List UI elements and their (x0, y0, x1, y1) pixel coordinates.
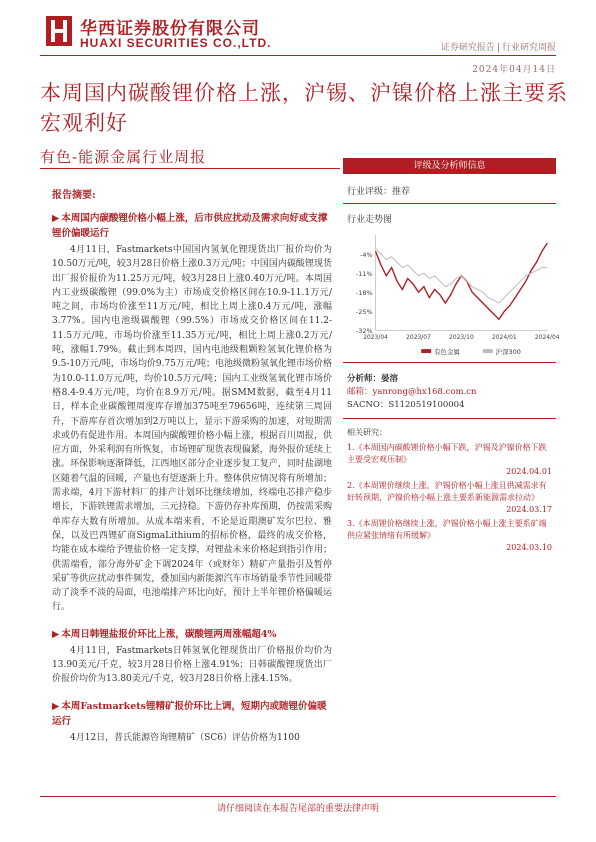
y-tick-label: -18% (355, 289, 373, 298)
x-tick-label: 2024/04 (534, 334, 560, 342)
report-date: 2024年04月14日 (472, 65, 556, 75)
footer-divider (40, 796, 556, 797)
analyst-label: 分析师： (347, 374, 382, 384)
related-heading: 相关研究： (347, 428, 387, 437)
industry-trend-chart (343, 229, 560, 363)
related-date: 2024.04.01 (506, 467, 552, 476)
rating-header: 评级及分析师信息 (343, 158, 556, 174)
analyst-info (343, 367, 556, 412)
y-tick-label: -4% (360, 250, 373, 259)
subtitle-divider (40, 168, 340, 169)
y-tick-label: -25% (355, 308, 373, 317)
analyst-name: 晏溶 (381, 374, 399, 384)
section-heading (52, 699, 332, 729)
section-heading-text: 本周日韩锂盐报价环比上涨，碳酸锂两周涨幅超4% (61, 628, 277, 640)
sidebar (343, 158, 560, 556)
legend-swatch (421, 349, 431, 353)
report-type: 证券研究报告 (440, 43, 495, 53)
section-heading (52, 211, 332, 241)
legend-label: 沪深300 (495, 348, 521, 357)
x-tick-label: 2024/01 (492, 334, 517, 342)
company-name-en: HUAXI SECURITIES CO.,LTD. (80, 36, 272, 50)
summary-heading: 报告摘要: (52, 190, 96, 201)
company-name-cn: 华西证券股份有限公司 (80, 19, 260, 39)
footer-disclaimer: 请仔细阅读在本报告尾部的重要法律声明 (216, 804, 379, 814)
related-date: 2024.03.17 (506, 505, 552, 514)
triangle-right-icon: ▶ (52, 700, 60, 712)
summary-column (52, 186, 332, 745)
industry-rating: 行业评级：推荐 (347, 187, 411, 197)
triangle-right-icon: ▶ (52, 628, 60, 640)
analyst-sacno: SACNO：S1120519100004 (347, 400, 465, 410)
section-heading-text: 本周国内碳酸锂价格小幅上涨，后市供应扰动及需求向好或支撑锂价偏暖运行 (52, 213, 328, 239)
related-item[interactable]: 2.《本周锂价继续上涨，沪锡价格小幅上涨且供减需求有好转预期，沪镍价格小幅上涨主要系新能源需求拉动》 (347, 481, 547, 502)
x-tick-label: 2023/04 (363, 334, 388, 342)
related-item[interactable]: 3.《本周锂价格继续上涨，沪锡价格小幅上涨主要系矿端供应紧张情绪有所缓解》 (347, 519, 547, 540)
report-subtitle: 有色-能源金属行业周报 (40, 148, 207, 166)
section-heading-text: 本周Fastmarkets锂精矿报价环比上调，短期内或随锂价偏暖运行 (52, 700, 327, 727)
series-line (376, 249, 548, 303)
triangle-right-icon: ▶ (52, 213, 60, 224)
section-paragraph: 4月11日，Fastmarkets日韩氢氧化锂现货出厂价格报价均价为13.90美元/千克，较3月28日价格上涨4.91%；日韩碳酸锂现货出厂价报价均价为13.80美元/千克，较3月28日价格上涨4.15%。 (52, 645, 332, 685)
related-date: 2024.03.10 (506, 543, 552, 552)
rating-box (343, 174, 556, 204)
report-type-tag: 证券研究报告 | 行业研究周报 (440, 43, 556, 53)
x-tick-label: 2023/10 (449, 334, 474, 342)
section-heading (52, 627, 332, 642)
report-title: 本周国内碳酸锂价格上涨，沪锡、沪镍价格上涨主要系宏观利好 (40, 81, 568, 135)
y-tick-label: -11% (355, 270, 373, 279)
analyst-email[interactable]: 邮箱：yanrong@hx168.com.cn (347, 387, 477, 397)
section-paragraph: 4月12日，普氏能源咨询锂精矿（SC6）评估价格为1100 (70, 732, 300, 743)
related-research (343, 419, 556, 554)
x-tick-label: 2023/07 (406, 334, 431, 342)
section-paragraph: 4月11日，Fastmarkets中国国内氢氧化锂现货出厂报价均价为10.50万元/吨，较3月28日价格上涨0.3万元/吨；中国国内碳酸锂现货出厂报价报价为11.25万元/吨，较3月28日上涨0.40万元/吨。本周国内工业级碳酸锂（99.0%为主）市场成交价格区间在10.9-11.1万元/吨之间，市场均价涨至11万元/吨，相比上周上涨0.4万元/吨，涨幅3.77%。国内电池级碳酸锂（99.5%）市场成交价格区间在11.2-11.5万元/吨，市场均价涨至11.35万元/吨，相比上周上涨0.2万元/吨，涨幅1.79%。截止到本周四，国内电池级粗颗粒氢氧化锂价格为9.5-10万元/吨，市场均价9.75万元/吨；电池级微粉氢氧化锂市场价格为10.0-11.0万元/吨，均价10.5万元/吨；国内工业级氢氧化锂市场价格8.4-9.4万元/吨，均价在8.9万元/吨。据SMM数据，截至4月11日，样本企业碳酸锂周度库存增加375吨至79656吨，连续第三周回升，下游库存首次增加到2万吨以上，显示下游采购的加速，对短期需求或仍有促进作用。本周国内碳酸锂价格小幅上涨，根据百川周报，供应方面，外采利润有所恢复，市场锂矿现货表现偏紧，海外报价延续上涨。环保影响逐渐降低，江西地区部分企业逐步复工复产，同时盐湖地区随着气温的回暖，产量也有望逐渐上升。整体供应情况将有所增加；需求端，4月下游材料厂的排产计划环比继续增加，终端电芯排产稳步增长，下游铁锂需求增加，三元持稳。下游仍存补库预期，仍按需采购单库存大数有所增加。从成本端来看，不论是近期澳矿发尔巴拉、雅保，以及巴西锂矿商SigmaLithium的招标价格，最终的成交价格，均能在成本端给予锂盐价格一定支撑，对锂盐未来价格起到指引作用；供需端看，部分海外矿企下调2024年（或财年）精矿产量指引及暂停采矿等供应扰动事件频发，叠加国内新能源汽车市场销量季节性回暖带动了淡季不淡的局面，电池端排产环比向好，预计上半年锂价格偏暖运行。 (52, 245, 332, 613)
legend-label: 有色金属 (434, 348, 460, 357)
huaxi-logo-icon (46, 16, 72, 46)
series-line (376, 243, 548, 319)
y-tick-label: -32% (355, 327, 373, 336)
report-category: 行业研究周报 (501, 43, 556, 53)
related-item[interactable]: 1.《本周国内碳酸锂价格小幅下跌，沪锡及沪镍价格下跌主要受宏观压制》 (347, 443, 547, 464)
trend-chart-title: 行业走势图 (347, 215, 393, 225)
header-divider (40, 55, 556, 56)
legend-swatch (483, 349, 493, 353)
